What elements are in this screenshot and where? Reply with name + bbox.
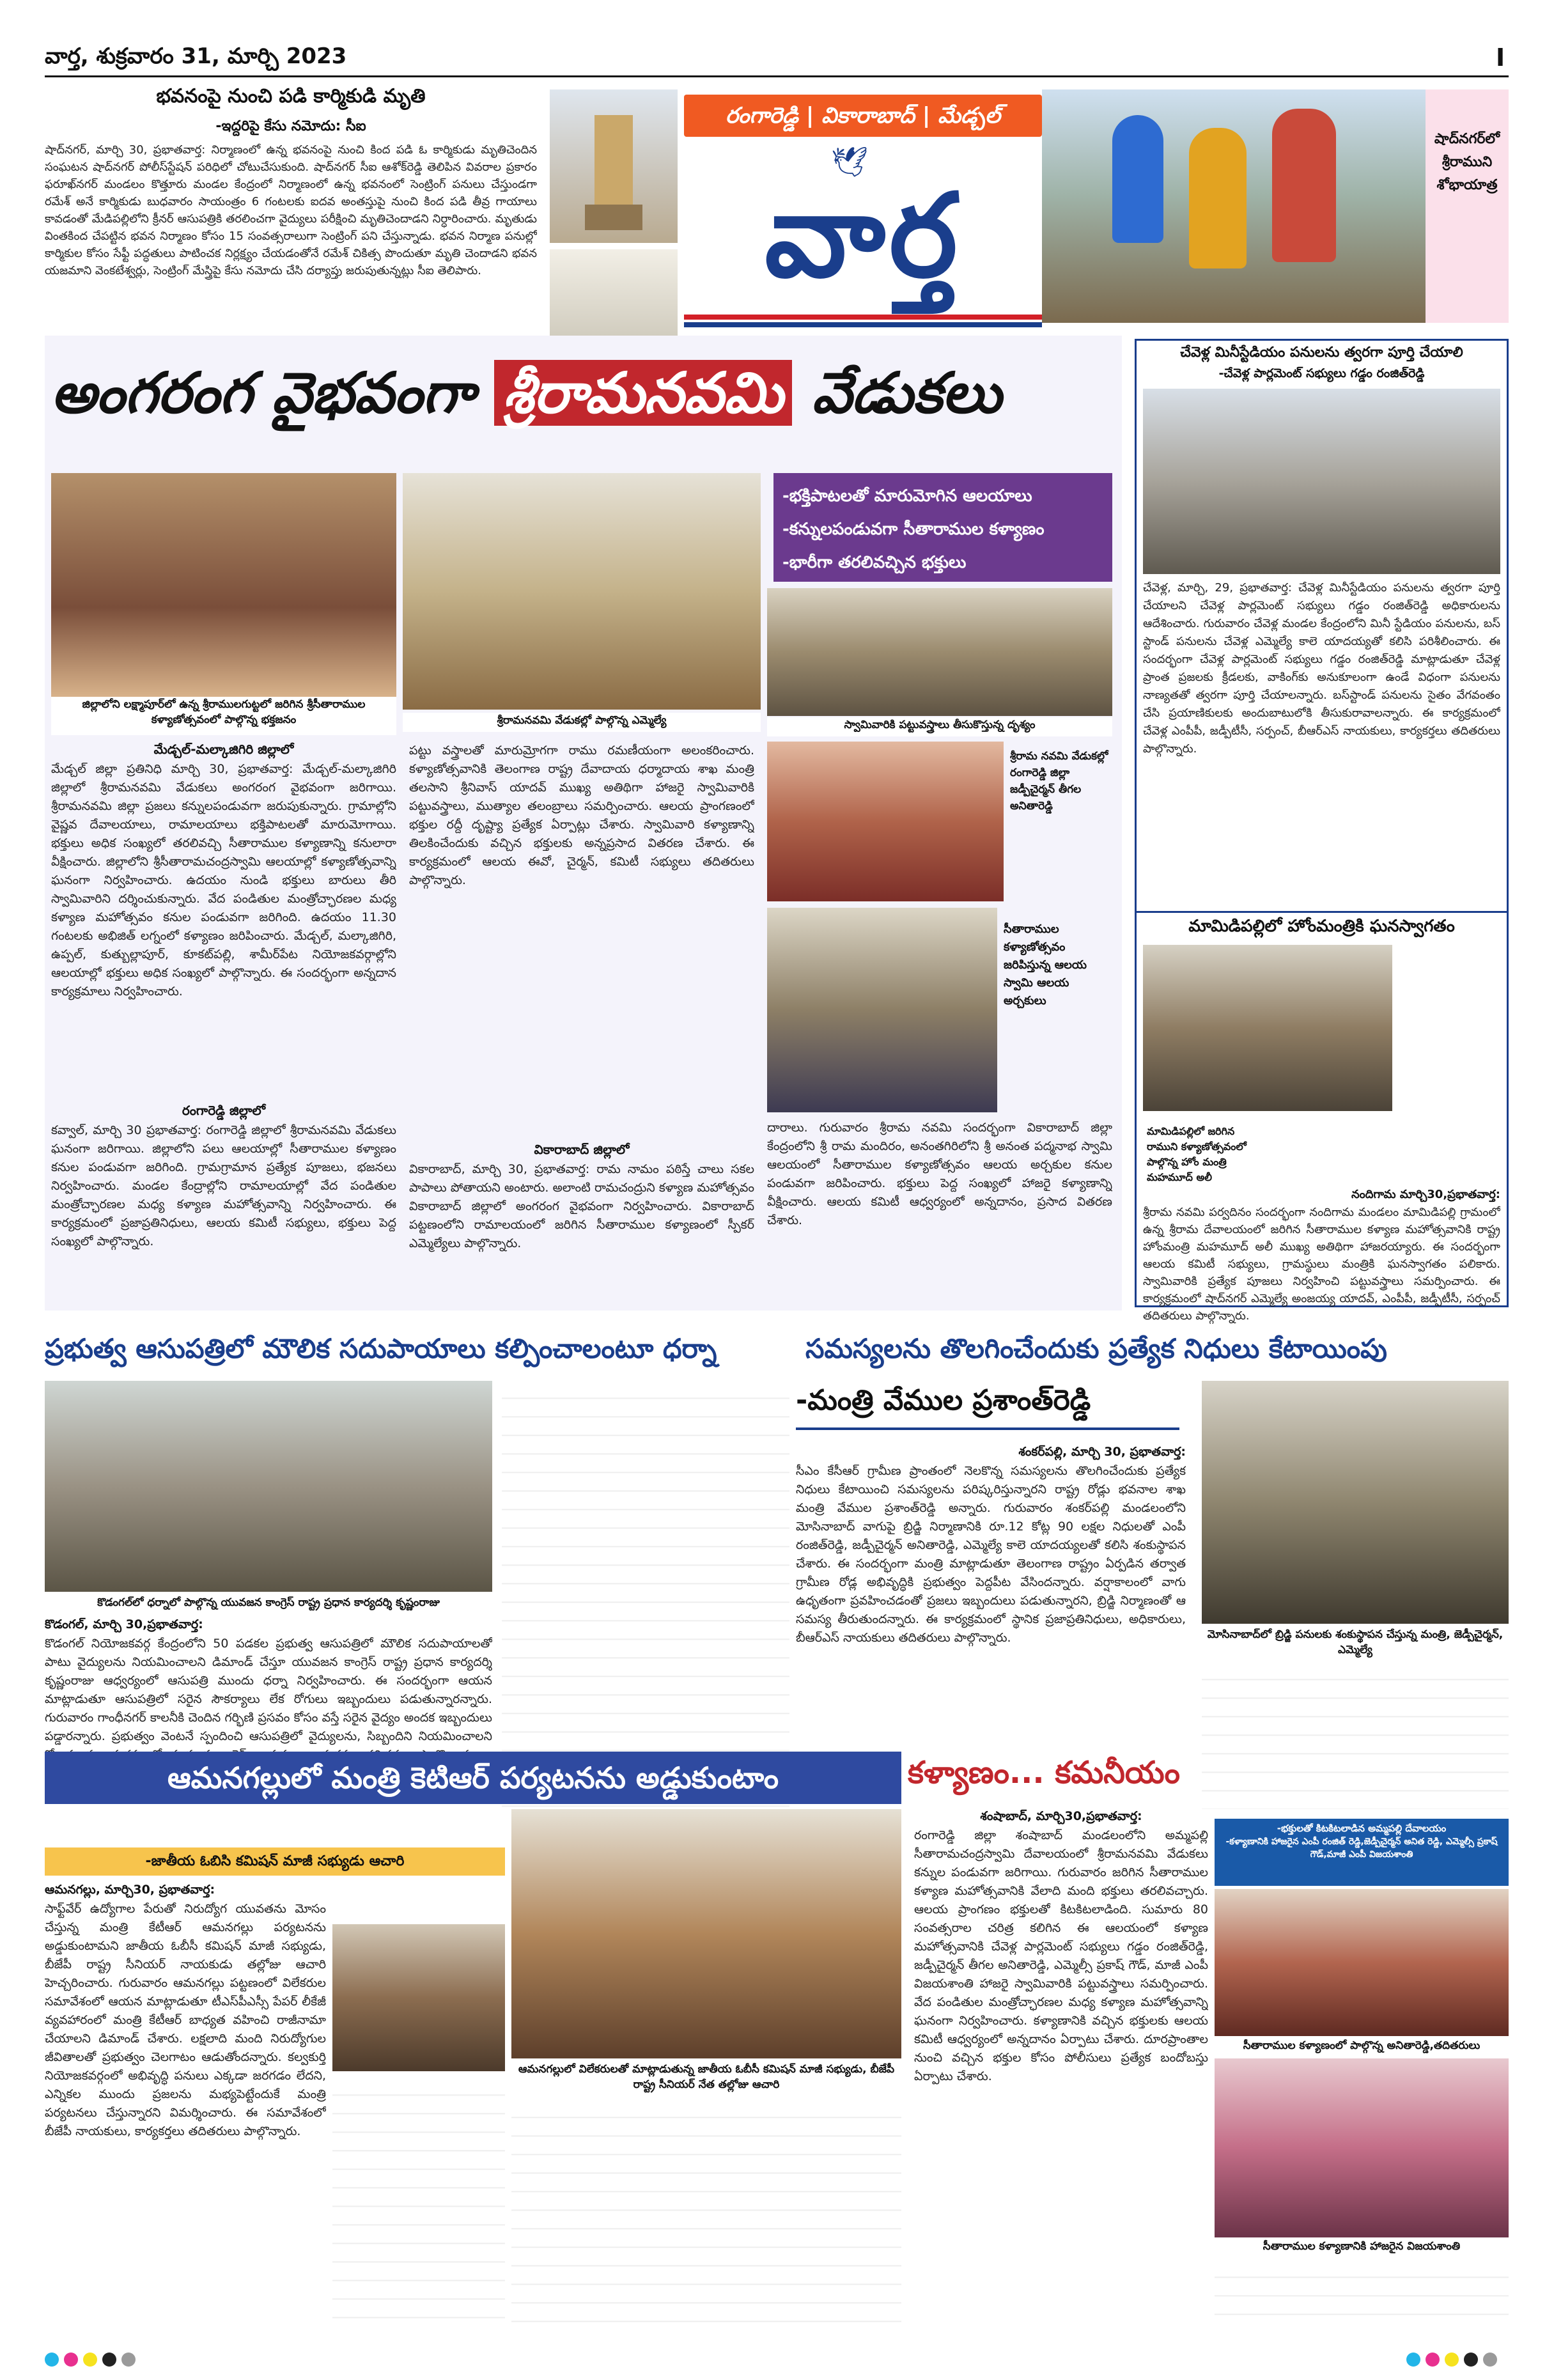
funds-headline: సమస్యలను తొలగించేందుకు ప్రత్యేక నిధులు కేటాయింపు (805, 1333, 1387, 1364)
section3-body: పట్టు వస్త్రాలతో మారుమ్రోగగా రాము రమణీయంగా అలంకరించారు. కళ్యాణోత్సవానికి తెలంగాణ రాష్ట్ర దేవాదాయ ధర్మాదాయ శాఖ మంత్రి తలసాని శ్రీనివాస్ యాదవ్ ముఖ్య అతిథిగా హాజరై స్వామివారికి పట్టువస్త్రాలు, ముత్యాల తలంబ్రాలు సమర్పించారు. ఆలయ ప్రాంగణంలో భక్తుల రద్దీ దృష్ట్యా ప్రత్యేక ఏర్పాట్లు చేశారు. స్వామివారి కళ్యాణాన్ని తిలకించేందుకు వచ్చిన భక్తులకు అన్నప్రసాద వితరణ చేశారు. ఈ కార్యక్రమంలో ఆలయ ఈవో, చైర్మన్, కమిటీ సభ్యులు తదితరులు పాల్గొన్నారు. (409, 743, 754, 887)
feature-photo-4-caption: శ్రీరామ నవమి వేడుకల్లో రంగారెడ్డి జిల్లా జడ్పీచైర్మన్ తీగల అనితారెడ్డి (1010, 750, 1108, 813)
headline-part1: అంగరంగ వైభవంగా (51, 360, 494, 426)
shobhayatra-caption: షాద్‌నగర్‌లో శ్రీరాముని శోభాయాత్ర (1434, 131, 1500, 193)
kalyanam-photo-1-caption: సీతారాముల కళ్యాణంలో పాల్గొన్న అనితారెడ్డి,తదితరులు (1215, 2038, 1509, 2056)
kalyanam-headline: కళ్యాణం... కమనీయం (908, 1755, 1180, 1791)
amangal-headline-box (45, 1752, 901, 1804)
section1-head: మేడ్చల్-మల్కాజిగిరి జిల్లాలో (153, 742, 294, 757)
kalyanam-dateline: శంషాబాద్, మార్చి30,ప్రభాతవార్త: (980, 1809, 1142, 1823)
kalyanam-col-1 (914, 1809, 1208, 2330)
shobhayatra-caption-box (1426, 89, 1509, 323)
amangal-photo (511, 1809, 901, 2058)
chevella-story (1135, 339, 1509, 953)
amangal-body: సాఫ్ట్‌వేర్ ఉద్యోగాల పేరుతో నిరుద్యోగ యువతను మోసం చేస్తున్న మంత్రి కేటీఆర్ ఆమనగల్లు పర్యటనను అడ్డుకుంటామని జాతీయ ఓబీసీ కమిషన్ మాజీ సభ్యుడు, బీజేపీ రాష్ట్ర సీనియర్ నాయకుడు తల్లోజు ఆచారి హెచ్చరించారు. గురువారం ఆమనగల్లు పట్టణంలో విలేకరుల సమావేశంలో ఆయన మాట్లాడుతూ టీఎస్‌పీఎస్సీ పేపర్ లీకేజీ వ్యవహారంలో మంత్రి కేటీఆర్ బాధ్యత వహించి రాజీనామా చేయాలని డిమాండ్ చేశారు. లక్షలాది మంది నిరుద్యోగుల జీవితాలతో ప్రభుత్వం చెలగాటం ఆడుతోందన్నారు. కల్వకుర్తి నియోజకవర్గంలో అభివృద్ధి పనులు ఎక్కడా జరగడం లేదని, ఎన్నికల ముందు ప్రజలను మభ్యపెట్టేందుకే మంత్రి పర్యటనలు చేస్తున్నారని విమర్శించారు. ఈ సమావేశంలో బీజేపీ నాయకులు, కార్యకర్తలు తదితరులు పాల్గొన్నారు. (45, 1902, 326, 2138)
feature-photo-1-caption: జిల్లాలోని లక్ష్మాపూర్‌లో ఉన్న శ్రీరాములగుట్టలో జరిగిన శ్రీసీతారాముల కళ్యాణోత్సవంలో పాల్గొన్న భక్తజనం (51, 697, 396, 735)
kalyanam-col-2 (1215, 2260, 1509, 2330)
temple-photo (550, 89, 678, 243)
story-headline: భవనంపై నుంచి పడి కార్మికుడి మృతి (156, 85, 426, 107)
page-dateline: వార్త, శుక్రవారం 31, మార్చి 2023 (45, 43, 347, 69)
kalyanam-photo-2 (1215, 2058, 1509, 2237)
chevella-subhead: -చేవెళ్ల పార్లమెంట్ సభ్యులు గడ్డం రంజిత్‌రెడ్డి (1218, 366, 1425, 380)
section2-head: రంగారెడ్డి జిల్లాలో (182, 1103, 266, 1118)
funds-col-2 (1202, 1662, 1509, 1809)
amangal-inset-photo (332, 1924, 505, 2071)
amangal-subhead: -జాతీయ ఓబిసి కమిషన్ మాజీ సభ్యుడు ఆచారి (145, 1853, 405, 1869)
masthead-districts: రంగారెడ్డి | వికారాబాద్ | మేడ్చల్ (725, 103, 1001, 128)
highlight-2: -కన్నులపండువగా సీతారాముల కళ్యాణం (782, 520, 1045, 539)
reg-dot-black (102, 2353, 116, 2367)
section4-body: వికారాబాద్, మార్చి 30, ప్రభాతవార్త: రామ నామం పఠిస్తే చాలు సకల పాపాలు పోతాయని అంటారు. అలాంటి రామచంద్రుని కళ్యాణ మహోత్సవం వికారాబాద్ జిల్లాలో అంగరంగ వైభవంగా నిర్వహించారు. వికారాబాద్ పట్టణంలోని రామాలయంలో జరిగిన సీతారాముల కళ్యాణంలో స్పీకర్ ఎమ్మెల్యేలు పాల్గొన్నారు. (409, 1162, 754, 1250)
feature-highlights (773, 473, 1112, 582)
feature-col-1 (51, 742, 396, 1304)
dharna-photo-caption: కొడంగల్‌లో ధర్నాలో పాల్గొన్న యువజన కాంగ్రెస్ రాష్ట్ర ప్రధాన కార్యదర్శి కృష్ణంరాజు (45, 1595, 492, 1614)
amangal-col-2 (332, 2078, 505, 2330)
kalyanam-tagline-2: -కళ్యాణానికి హాజరైన ఎంపీ రంజిత్ రెడ్డి,జెడ్పీచైర్మన్ అనిత రెడ్డి, ఎమ్మెల్సీ ప్రకాష్ గౌడ్,మాజీ ఎంపీ విజయశాంతి (1225, 1837, 1498, 1860)
feature-photo-5-caption: సీతారాముల కళ్యాణోత్సవం జరిపిస్తున్న ఆలయ స్వామి ఆలయ అర్చకులు (1004, 922, 1087, 1007)
mamidipalli-story (1135, 911, 1509, 1323)
amangal-headline: ఆమనగల్లులో మంత్రి కెటిఆర్ పర్యటనను అడ్డుకుంటాం (167, 1761, 779, 1795)
kalyanam-tagline-1: -భక్తులతో కిటకిటలాడిన అమ్మపల్లి దేవాలయం (1277, 1823, 1447, 1834)
dharna-body: కొడంగల్ నియోజకవర్గ కేంద్రంలోని 50 పడకల ప్రభుత్వ ఆసుపత్రిలో మౌలిక సదుపాయాలతో పాటు వైద్యులను నియమించాలని డిమాండ్ చేస్తూ యువజన కాంగ్రెస్ రాష్ట్ర ప్రధాన కార్యదర్శి కృష్ణంరాజు ఆధ్వర్యంలో ఆసుపత్రి ముందు ధర్నా నిర్వహించారు. ఈ సందర్భంగా ఆయన మాట్లాడుతూ ఆసుపత్రిలో సరైన సౌకర్యాలు లేక రోగులు ఇబ్బందులు పడుతున్నారన్నారు. గురువారం గాంధీనగర్ కాలనీకి చెందిన గర్భిణి ప్రసవం కోసం వస్తే సరైన వైద్యం అందక ఇబ్బందులు పడ్డారన్నారు. ప్రభుత్వం వెంటనే స్పందించి ఆసుపత్రిలో వైద్యులను, సిబ్బందిని నియమించాలని (45, 1637, 492, 1743)
reg-dot-black-r (1464, 2353, 1478, 2367)
masthead-underline-blue (684, 322, 1042, 327)
section4-head: వికారాబాద్ జిల్లాలో (534, 1142, 630, 1157)
mamidipalli-photo (1143, 945, 1392, 1111)
section1-body: మేడ్చల్ జిల్లా ప్రతినిధి మార్చి 30, ప్రభాతవార్త: మేడ్చల్-మల్కాజిగిరి జిల్లాలో శ్రీరామనవమి వేడుకలు అంగరంగ వైభవంగా జరిగాయి. శ్రీరామనవమి జిల్లా ప్రజలు కన్నులపండువగా జరుపుకున్నారు. గ్రామాల్లోని వైష్ణవ దేవాలయాలు, రామాలయాలు భక్తిపాటలతో మారుమోగాయి. భక్తులు అధిక సంఖ్యలో తరలివచ్చి సీతారాముల కళ్యాణాన్ని కనులారా వీక్షించారు. జిల్లాలోని శ్రీసీతారామచంద్రస్వామి ఆలయాల్లో కళ్యాణోత్సవాన్ని ఘనంగా నిర్వహించారు. ఉదయం నుండి భక్తులు బారులు తీరి స్వామివారిని దర్శించుకున్నారు. వేద పండితుల మంత్రోచ్ఛారణల మధ్య కళ్యాణ మహోత్సవం కనుల పండువగా జరిగింది. ఉదయం 11.30 గంటలకు అభిజిత్ లగ్నంలో కళ్యాణం జరిపించారు. మేడ్చల్, మల్కాజిగిరి, ఉప్పల్, కుత్బుల్లాపూర్, కూకట్‌పల్లి, శామీర్‌పేట నియోజకవర్గాల్లోని ఆలయాల్లో భక్తులు అధిక సంఖ్యలో పాల్గొన్నారు. ఈ సందర్భంగా అన్నదాన కార్యక్రమాలు నిర్వహించారు. (51, 762, 396, 999)
funds-dateline: శంకర్‌పల్లి, మార్చి 30, ప్రభాతవార్త: (1018, 1445, 1186, 1459)
shobhayatra-photo (1042, 89, 1426, 323)
reg-dot-yellow-r (1445, 2353, 1459, 2367)
feature-photo-1 (51, 473, 396, 697)
mamidipalli-headline: మామిడిపల్లిలో హోంమంత్రికి ఘనస్వాగతం (1188, 917, 1455, 936)
funds-body: సీఎం కేసీఆర్ గ్రామీణ ప్రాంతంలో నెలకొన్న సమస్యలను తొలగించేందుకు ప్రత్యేక నిధులు కేటాయించి సమస్యలను పరిష్కరిస్తున్నారని రాష్ట్ర రోడ్లు భవనాల శాఖ మంత్రి వేముల ప్రశాంత్‌రెడ్డి అన్నారు. గురువారం శంకర్‌పల్లి మండలంలోని మోసినాబాద్ వాగుపై బ్రిడ్జి నిర్మాణానికి రూ.12 కోట్ల 90 లక్షల నిధులతో ఎంపీ రంజిత్‌రెడ్డి, జడ్పీచైర్మన్ అనితారెడ్డి, ఎమ్మెల్యే కాలె యాదయ్యలతో కలిసి శంకుస్థాపన చేశారు. ఈ సందర్భంగా మంత్రి మాట్లాడుతూ తెలంగాణ రాష్ట్రం ఏర్పడిన తర్వాత గ్రామీణ రోడ్ల అభివృద్ధికి ప్రభుత్వం పెద్దపీట వేసిందన్నారు. వర్షాకాలంలో వాగు ఉధృతంగా ప్రవహించడంతో ప్రజలు ఇబ్బందులు పడుతున్నారని, బ్రిడ్జి నిర్మాణంతో ఆ సమస్య తీరుతుందన్నారు. ఈ కార్యక్రమంలో స్థానిక ప్రజాప్రతినిధులు, అధికారులు, బీఆర్ఎస్ నాయకులు తదితరులు పాల్గొన్నారు. (796, 1464, 1186, 1645)
headline-highlight: శ్రీరామనవమి (494, 360, 793, 426)
kalyanam-tagline-box (1215, 1819, 1509, 1886)
highlight-3: -భారీగా తరలివచ్చిన భక్తులు (782, 553, 967, 572)
reg-dot-cyan (45, 2353, 59, 2367)
mamidipalli-body: శ్రీరామ నవమి పర్వదినం సందర్భంగా నందిగామ మండలం మామిడిపల్లి గ్రామంలో ఉన్న శ్రీరామ దేవాలయంలో జరిగిన సీతారాముల కళ్యాణ మహోత్సవానికి రాష్ట్ర హోంమంత్రి మహమూద్ అలీ ముఖ్య అతిథిగా హాజరయ్యారు. ఈ సందర్భంగా ఆలయ కమిటీ సభ్యులు, గ్రామస్థులు మంత్రికి ఘనస్వాగతం పలికారు. స్వామివారికి ప్రత్యేక పూజలు నిర్వహించి పట్టువస్త్రాలు సమర్పించారు. ఈ కార్యక్రమంలో షాద్‌నగర్ ఎమ్మెల్యే అంజయ్య యాదవ్, ఎంపీపీ, జడ్పీటీసీ, సర్పంచ్ తదితరులు పాల్గొన్నారు. (1143, 1206, 1500, 1323)
top-left-story (45, 80, 537, 361)
reg-dot-magenta-r (1426, 2353, 1440, 2367)
reg-dot-grey (121, 2353, 136, 2367)
chevella-headline: చేవెళ్ల మినీస్టేడియం పనులను త్వరగా పూర్తి చేయాలి (1180, 345, 1463, 361)
amangal-col-1 (45, 1883, 326, 2330)
headline-part2: వేడుకలు (792, 360, 1002, 426)
mamidipalli-photo-caption: మామిడిపల్లిలో జరిగిన రాముని కళ్యాణోత్సవంలో పాల్గొన్న హోం మంత్రి మహమూద్ అలీ (1147, 1125, 1247, 1183)
chevella-photo (1143, 389, 1500, 574)
reg-dot-magenta (64, 2353, 78, 2367)
funds-subhead: -మంత్రి వేముల ప్రశాంత్‌రెడ్డి (796, 1384, 1179, 1430)
story-subhead: -ఇద్దరిపై కేసు నమోదు: సీఐ (215, 118, 366, 134)
main-feature-headline (51, 358, 1125, 428)
dharna-photo (45, 1381, 492, 1592)
amangal-photo-caption: ఆమనగల్లులో విలేకరులతో మాట్లాడుతున్న జాతీయ ఓబీసీ కమిషన్ మాజీ సభ్యుడు, బీజేపీ రాష్ట్ర సీనియర్ నేత తల్లోజు ఆచారి (511, 2062, 901, 2094)
kalyanam-photo-1 (1215, 1889, 1509, 2036)
kalyanam-photo-2-caption: సీతారాముల కళ్యాణానికి హాజరైన విజయశాంతి (1215, 2239, 1509, 2257)
masthead-logo: వార్త (765, 169, 961, 303)
masthead (550, 89, 1042, 358)
feature-photo-2 (403, 473, 761, 710)
dharna-col-2 (502, 1381, 789, 1809)
reg-dot-yellow (83, 2353, 97, 2367)
reg-dot-grey-r (1483, 2353, 1497, 2367)
dharna-headline: ప్రభుత్వ ఆసుపత్రిలో మౌలిక సదుపాయాలు కల్పించాలంటూ ధర్నా (45, 1333, 717, 1364)
feature-photo-2-caption: శ్రీరామనవమి వేడుకల్లో పాల్గొన్న ఎమ్మెల్యే (403, 713, 761, 732)
kalyanam-body: రంగారెడ్డి జిల్లా శంషాబాద్ మండలంలోని అమ్మపల్లి సీతారామచంద్రస్వామి దేవాలయంలో శ్రీరామనవమి వేడుకలు కన్నుల పండువగా జరిగాయి. గురువారం జరిగిన సీతారాముల కళ్యాణ మహోత్సవానికి వేలాది మంది భక్తులు తరలివచ్చారు. ఆలయ ప్రాంగణం భక్తులతో కిటకిటలాడింది. సుమారు 80 సంవత్సరాల చరిత్ర కలిగిన ఈ ఆలయంలో కళ్యాణ మహోత్సవానికి చేవెళ్ల పార్లమెంట్ సభ్యులు గడ్డం రంజిత్‌రెడ్డి, జడ్పీచైర్మన్ తీగల అనితారెడ్డి, ఎమ్మెల్సీ ప్రకాష్ గౌడ్, మాజీ ఎంపీ విజయశాంతి హాజరై స్వామివారికి పట్టువస్త్రాలు సమర్పించారు. వేద పండితుల మంత్రోచ్ఛారణల మధ్య కళ్యాణ మహోత్సవాన్ని ఘనంగా నిర్వహించారు. కళ్యాణానికి వచ్చిన భక్తులకు ఆలయ కమిటీ ఆధ్వర్యంలో అన్నదానం ఏర్పాటు చేశారు. దూరప్రాంతాల నుంచి వచ్చిన భక్తుల కోసం పోలీసులు ప్రత్యేక బందోబస్తు ఏర్పాటు చేశారు. (914, 1828, 1208, 2083)
feature-photo-3-caption: స్వామివారికి పట్టువస్త్రాలు తీసుకొస్తున్న దృశ్యం (767, 717, 1112, 736)
amangal-subhead-box (45, 1847, 505, 1876)
reg-dot-cyan-r (1406, 2353, 1420, 2367)
funds-photo-caption: మోసినాబాద్‌లో బ్రిడ్జి పనులకు శంకుస్థాపన చేస్తున్న మంత్రి, జెడ్పీచైర్మన్, ఎమ్మెల్యే (1202, 1627, 1509, 1659)
section2-body: కవ్వాల్, మార్చి 30 ప్రభాతవార్త: రంగారెడ్డి జిల్లాలో శ్రీరామనవమి వేడుకలు ఘనంగా జరిగాయి. జిల్లాలోని పలు ఆలయాల్లో సీతారాముల కళ్యాణం కనుల పండువగా జరిగింది. గ్రామగ్రామాన ప్రత్యేక పూజలు, భజనలు నిర్వహించారు. మండల కేంద్రాల్లోని రామాలయాల్లో వేద పండితుల మంత్రోచ్ఛారణల మధ్య కళ్యాణ మహోత్సవాన్ని నిర్వహించారు. ఈ కార్యక్రమంలో ప్రజాప్రతినిధులు, ఆలయ కమిటీ సభ్యులు, భక్తులు పెద్ద సంఖ్యలో పాల్గొన్నారు. (51, 1123, 396, 1248)
feature-photo-3 (767, 588, 1112, 716)
feature-photo-5 (767, 908, 997, 1112)
funds-photo (1202, 1381, 1509, 1624)
page-number: I (1496, 43, 1505, 72)
feature-col-2 (409, 742, 754, 1304)
chevella-body: చేవెళ్ల, మార్చి, 29, ప్రభాతవార్త: చేవెళ్ల మినీస్టేడియం పనులను త్వరగా పూర్తి చేయాలని చేవెళ్ల పార్లమెంట్ సభ్యులు గడ్డం రంజిత్‌రెడ్డి అధికారులను ఆదేశించారు. గురువారం చేవెళ్ల మండల కేంద్రంలోని మినీ స్టేడియం పనులను, బస్ స్టాండ్ పనులను చేవెళ్ల ఎమ్మెల్యే కాలె యాదయ్యతో కలిసి పరిశీలించారు. ఈ సందర్భంగా చేవెళ్ల పార్లమెంట్ సభ్యులు గడ్డం రంజిత్‌రెడ్డి మాట్లాడుతూ చేవెళ్ల ప్రాంత ప్రజలకు క్రీడలకు, వాకింగ్‌కు అనుకూలంగా ఉండే విధంగా పనులను నాణ్యతతో త్వరగా పూర్తి చేయాలన్నారు. బస్‌స్టాండ్ పనులను సైతం వేగవంతం చేసి ప్రయాణికులకు అందుబాటులోకి తీసుకురావాలన్నారు. ఈ కార్యక్రమంలో చేవెళ్ల ఎంపీపీ, జడ్పీటీసీ, సర్పంచ్, బీఆర్ఎస్ నాయకులు, కార్యకర్తలు తదితరులు పాల్గొన్నారు. (1143, 581, 1500, 756)
mamidipalli-dateline: నందిగామ మార్చి30,ప్రభాతవార్త: (1351, 1188, 1500, 1201)
feature-photo-4 (767, 742, 1004, 901)
highlight-1: -భక్తిపాటలతో మారుమోగిన ఆలయాలు (782, 486, 1032, 506)
amangal-dateline: ఆమనగల్లు, మార్చి30, ప్రభాతవార్త: (45, 1883, 215, 1897)
header-rule (45, 75, 1509, 77)
story-body: షాద్‌నగర్, మార్చి 30, ప్రభాతవార్త: నిర్మాణంలో ఉన్న భవనంపై నుంచి కింద పడి ఓ కార్మికుడు మృతిచెందిన సంఘటన షాద్‌నగర్ పోలీస్‌స్టేషన్ పరిధిలో చోటుచేసుకుంది. షాద్‌నగర్ సీఐ ఆశోక్‌రెడ్డి తెలిపిన వివరాల ప్రకారం ఫరూఖ్‌నగర్ మండలం కొత్తూరు మండల కేంద్రంలో నిర్మాణంలో ఉన్న భవనంలో సెంట్రింగ్ పనులు చేస్తుండగా రమేశ్ అనే కార్మికుడు బుధవారం సాయంత్రం 6 గంటలకు ఐదవ అంతస్తుపై నుంచి కింద పడి తీవ్ర గాయాలు కావడంతో మేడిపల్లిలోని క్రీనర్ ఆసుపత్రికి తరలించగా వైద్యులు పరీక్షించి మృతిచెందాడని నిర్ధారించారు. మృతుడు వింతకింద చేపట్టిన భవన నిర్మాణం కోసం 15 సంవత్సరాలుగా సెంట్రింగ్ పని చేస్తున్నాడు. భవన నిర్మాణ పనుల్లో కార్మికుల కోసం సేఫ్టీ పద్ధతులు పాటించక నిర్లక్ష్యం చేయడంతోనే రమేశ్ చికిత్స పొందుతూ మృతి చెందాడని భవన యజమాని వెంకటేశ్వర్లు, సెంట్రింగ్ మేస్త్రిపై కేసు నమోదు చేసి దర్యాప్తు జరుపుతున్నట్లు సీఐ తెలిపారు. (45, 143, 537, 277)
masthead-underline-red (684, 315, 1042, 320)
dharna-dateline: కొడంగల్, మార్చి 30,ప్రభాతవార్త: (45, 1617, 203, 1631)
bird-icon: 🕊 (831, 144, 869, 179)
masthead-districts-bar (684, 95, 1042, 137)
section5-body: దారాలు. గురువారం శ్రీరామ నవమి సందర్భంగా వికారాబాద్ జిల్లా కేంద్రంలోని శ్రీ రామ మందిరం, అనంతగిరిలోని శ్రీ అనంత పద్మనాభ స్వామి ఆలయంలో సీతారాముల కళ్యాణోత్సవం ఆలయ అర్చకుల కనుల పండువగా జరిపించారు. భక్తులు పెద్ద సంఖ్యలో హాజరై కళ్యాణాన్ని వీక్షించారు. ఆలయ కమిటీ ఆధ్వర్యంలో అన్నదానం, ప్రసాద వితరణ చేశారు. (767, 1121, 1112, 1227)
amangal-col-3 (511, 2100, 901, 2330)
